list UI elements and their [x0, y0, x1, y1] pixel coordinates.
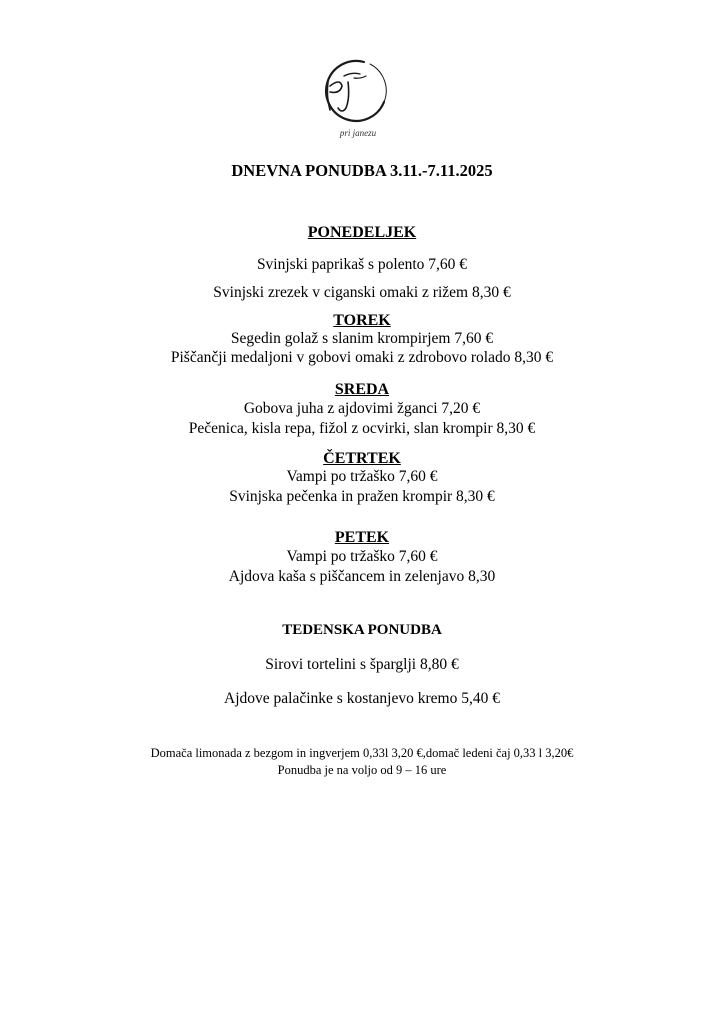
day-heading-sreda: SREDA — [334, 381, 390, 398]
page-title: DNEVNA PONUDBA 3.11.-7.11.2025 — [231, 161, 493, 180]
menu-item: Vampi po tržaško 7,60 € — [286, 548, 438, 565]
drinks-note: Domača limonada z bezgom in ingverjem 0,33l 3,20 €,domač ledeni čaj 0,33 l 3,20€ — [150, 746, 574, 760]
restaurant-logo — [300, 52, 410, 142]
pj-monogram-logo-icon — [300, 52, 410, 142]
weekly-item: Sirovi tortelini s šparglji 8,80 € — [265, 656, 459, 673]
menu-item: Gobova juha z ajdovimi žganci 7,20 € — [243, 400, 481, 417]
menu-item: Ajdova kaša s piščancem in zelenjavo 8,30 — [228, 568, 496, 585]
day-heading-torek: TOREK — [333, 312, 391, 329]
logo-tagline: pri janezu — [339, 128, 377, 138]
day-heading-ponedeljek: PONEDELJEK — [307, 224, 417, 241]
menu-item: Svinjska pečenka in pražen krompir 8,30 € — [229, 488, 495, 505]
day-heading-petek: PETEK — [334, 529, 390, 546]
menu-item: Vampi po tržaško 7,60 € — [286, 468, 438, 485]
menu-item: Svinjski paprikaš s polento 7,60 € — [256, 256, 468, 273]
menu-item: Pečenica, kisla repa, fižol z ocvirki, slan krompir 8,30 € — [188, 420, 536, 437]
weekly-item: Ajdove palačinke s kostanjevo kremo 5,40 € — [224, 690, 500, 707]
menu-item: Piščančji medaljoni v gobovi omaki z zdrobovo rolado 8,30 € — [170, 349, 554, 366]
menu-item: Segedin golaž s slanim krompirjem 7,60 € — [230, 330, 494, 347]
menu-item: Svinjski zrezek v ciganski omaki z rižem 8,30 € — [213, 284, 511, 301]
availability-note: Ponudba je na voljo od 9 – 16 ure — [277, 763, 447, 777]
day-heading-cetrtek: ČETRTEK — [323, 450, 401, 467]
weekly-offer-heading: TEDENSKA PONUDBA — [282, 622, 442, 638]
